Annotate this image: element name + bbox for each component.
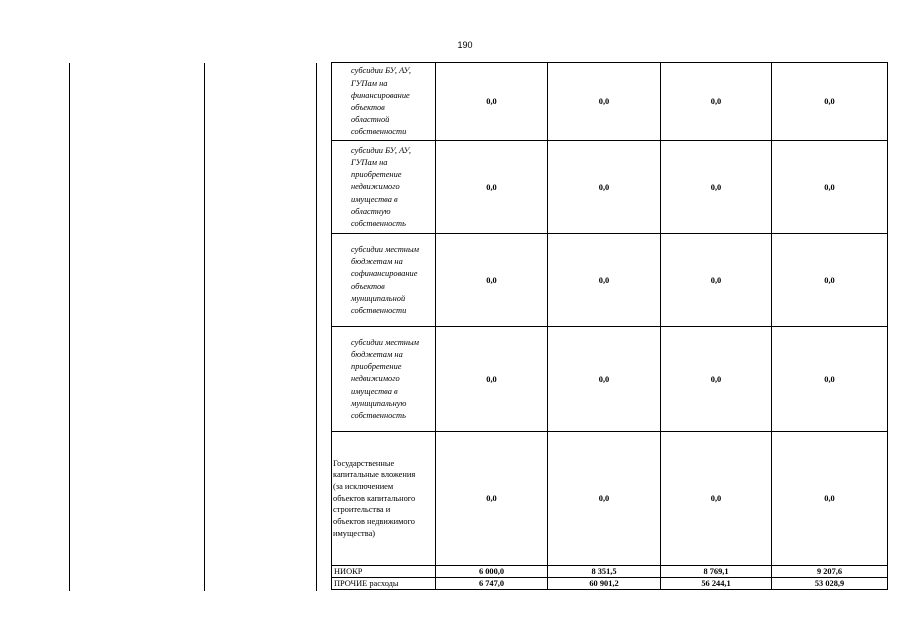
row-label: субсидии БУ, АУ, ГУПам на финансирование объектов областной собственности xyxy=(332,63,436,141)
table-row xyxy=(332,327,888,432)
row-label: Государственные капитальные вложения (за исключением объектов капитального строительства и объектов недвижимого имущества) xyxy=(332,432,436,566)
value-cell: 6 000,0 xyxy=(436,566,548,578)
row-label: субсидии БУ, АУ, ГУПам на приобретение недвижимого имущества в областную собственность xyxy=(332,141,436,234)
row-label: субсидии местным бюджетам на софинансирование объектов муниципальной собственности xyxy=(332,234,436,327)
row-label: НИОКР xyxy=(332,566,436,578)
value-cell: 0,0 xyxy=(661,234,772,327)
value-cell: 0,0 xyxy=(661,327,772,432)
value-cell: 0,0 xyxy=(772,234,888,327)
value-cell: 0,0 xyxy=(548,234,661,327)
value-cell: 0,0 xyxy=(436,234,548,327)
value-cell: 0,0 xyxy=(661,63,772,141)
table-row-other-expenses xyxy=(332,578,888,590)
row-label: ПРОЧИЕ расходы xyxy=(332,578,436,590)
value-cell: 0,0 xyxy=(548,432,661,566)
value-cell: 0,0 xyxy=(436,432,548,566)
value-cell: 0,0 xyxy=(661,141,772,234)
value-cell: 0,0 xyxy=(772,432,888,566)
value-cell: 0,0 xyxy=(772,327,888,432)
value-cell: 60 901,2 xyxy=(548,578,661,590)
table-row xyxy=(332,432,888,566)
value-cell: 9 207,6 xyxy=(772,566,888,578)
value-cell: 0,0 xyxy=(772,63,888,141)
value-cell: 0,0 xyxy=(548,63,661,141)
table-row xyxy=(332,234,888,327)
row-label: субсидии местным бюджетам на приобретение недвижимого имущества в муниципальную собственность xyxy=(332,327,436,432)
value-cell: 0,0 xyxy=(661,432,772,566)
value-cell: 0,0 xyxy=(772,141,888,234)
left-column-border-2 xyxy=(204,63,205,591)
table-row-niokr xyxy=(332,566,888,578)
value-cell: 0,0 xyxy=(436,327,548,432)
value-cell: 56 244,1 xyxy=(661,578,772,590)
value-cell: 8 351,5 xyxy=(548,566,661,578)
budget-table xyxy=(331,62,888,590)
value-cell: 6 747,0 xyxy=(436,578,548,590)
left-column-border-1 xyxy=(69,63,70,591)
value-cell: 0,0 xyxy=(436,63,548,141)
table-row xyxy=(332,63,888,141)
table-row xyxy=(332,141,888,234)
left-column-border-3 xyxy=(316,63,317,591)
value-cell: 0,0 xyxy=(548,327,661,432)
page-number: 190 xyxy=(457,40,473,50)
value-cell: 0,0 xyxy=(436,141,548,234)
value-cell: 8 769,1 xyxy=(661,566,772,578)
value-cell: 0,0 xyxy=(548,141,661,234)
value-cell: 53 028,9 xyxy=(772,578,888,590)
